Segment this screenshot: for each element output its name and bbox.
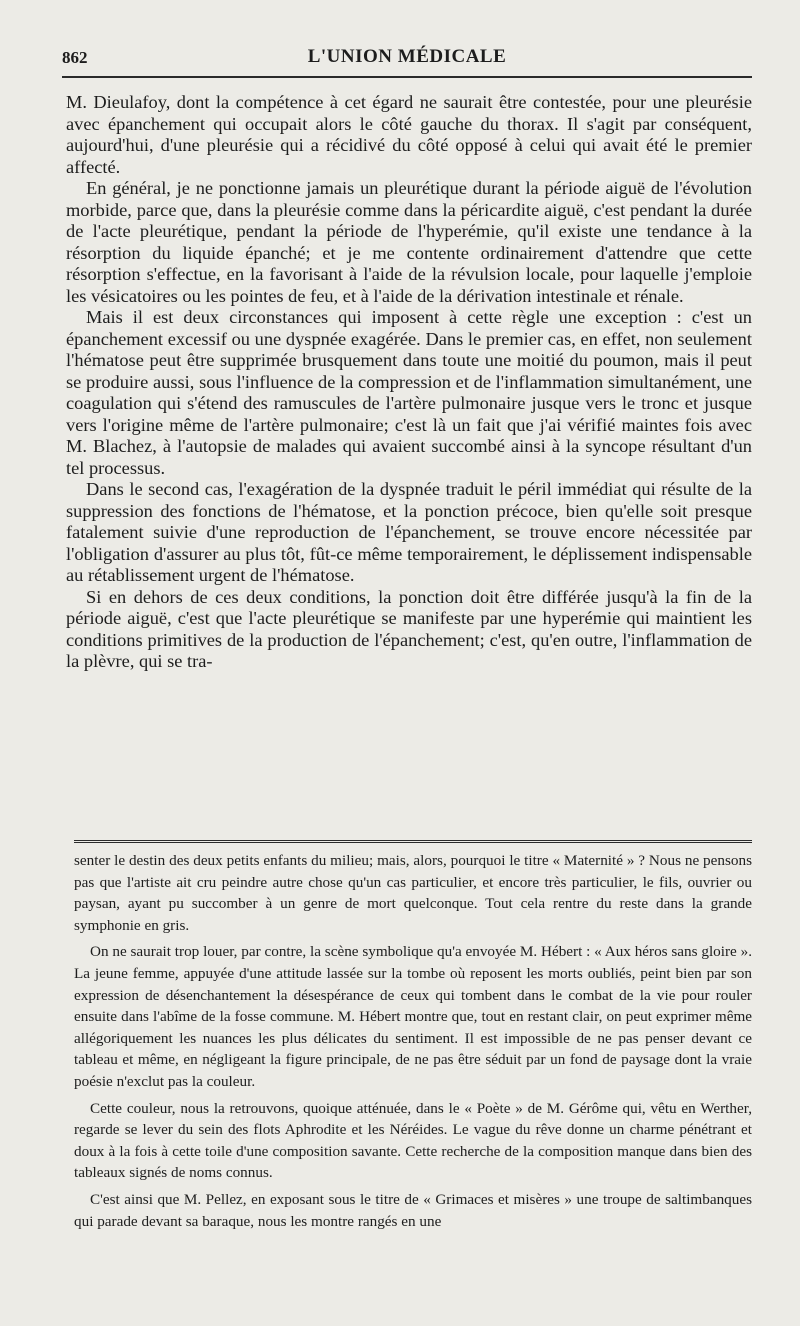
feuilleton-text [74, 850, 752, 1237]
header-rule [62, 76, 752, 78]
feuilleton-paragraph: C'est ainsi que M. Pellez, en exposant sous le titre de « Grimaces et misères » une troupe de saltimbanques qui parade devant sa baraque, nous les montre rangés en une [74, 1190, 752, 1230]
running-title: L'UNION MÉDICALE [307, 46, 507, 67]
main-text [66, 92, 752, 673]
main-paragraph: Si en dehors de ces deux conditions, la ponction doit être différée jusqu'à la fin de la période aiguë, c'est que l'acte pleurétique se manifeste par une hyperémie qui maintient les conditions primitives de la production de l'épanchement; c'est, qu'en outre, l'inflammation de la plèvre, qui se tra- [66, 586, 752, 671]
feuilleton-paragraph: Cette couleur, nous la retrouvons, quoique atténuée, dans le « Poète » de M. Gérôme qui, vêtu en Werther, regarde se lever du sein des flots Aphrodite et les Néréides. Le vague du rêve donne un charme pénétrant et doux à la fois à cette toile d'une composition savante. Cette recherche de la composition manque dans bien des tableaux signés de noms connus. [74, 1099, 752, 1182]
feuilleton-divider [74, 840, 752, 843]
main-paragraph: M. Dieulafoy, dont la compétence à cet égard ne saurait être contestée, pour une pleurésie avec épanchement qui occupait alors le côté gauche du thorax. Il s'agit par conséquent, aujourd'hui, d'une pleurésie qui a récidivé du côté opposé à celui qui avait été le premier affecté. [66, 92, 752, 177]
feuilleton-paragraph: On ne saurait trop louer, par contre, la scène symbolique qu'a envoyée M. Hébert : « Aux héros sans gloire ». La jeune femme, appuyée d'une attitude lassée sur la tombe où reposent les morts oubliés, peint bien par son expression de désenchantement la désespérance de ceux qui tombent dans le combat de la vie pour rouler ensuite dans l'abîme de la fosse commune. M. Hébert montre que, tout en restant clair, on peut exprimer même allégoriquement les nuances les plus délicates du sentiment. Il est impossible de ne pas penser devant ce tableau et même, en négligeant la figure principale, de ne pas être séduit par un fond de paysage dont la vraie poésie n'exclut pas la couleur. [74, 943, 752, 1090]
main-paragraph: Dans le second cas, l'exagération de la dyspnée traduit le péril immédiat qui résulte de la suppression des fonctions de l'hématose, et la ponction précoce, bien qu'elle soit presque fatalement suivie d'une reproduction de l'épanchement, se trouve encore nécessitée par l'obligation d'assurer au plus tôt, fût-ce même temporairement, le déplissement indispensable au rétablissement urgent de l'hématose. [66, 479, 752, 585]
page-header [62, 44, 752, 70]
main-paragraph: En général, je ne ponctionne jamais un pleurétique durant la période aiguë de l'évolution morbide, parce que, dans la pleurésie comme dans la péricardite aiguë, c'est pendant la durée de l'acte pleurétique, pendant la période de l'hyperémie, qu'il existe une tendance à la résorption du liquide épanché; et je me contente ordinairement d'attendre que cette résorption s'effectue, en la favorisant à l'aide de la révulsion locale, pour laquelle j'emploie les vésicatoires ou les pointes de feu, et à l'aide de la dérivation intestinale et rénale. [66, 178, 752, 306]
main-paragraph: Mais il est deux circonstances qui imposent à cette règle une exception : c'est un épanchement excessif ou une dyspnée exagérée. Dans le premier cas, en effet, non seulement l'hématose peut être supprimée brusquement dans toute une moitié du poumon, mais il peut se produire aussi, sous l'influence de la compression et de l'inflammation simultanément, une coagulation qui s'étend des ramuscules de l'artère pulmonaire jusque vers le tronc et jusque vers l'origine même de l'artère pulmonaire; c'est là un fait que j'ai vérifié maintes fois avec M. Blachez, à l'autopsie de malades qui avaient succombé ainsi à la syncope résultant d'un tel processus. [66, 307, 752, 478]
page-number: 862 [62, 48, 88, 67]
feuilleton-paragraph: senter le destin des deux petits enfants du milieu; mais, alors, pourquoi le titre « Maternité » ? Nous ne pensons pas que l'artiste ait cru peindre autre chose qu'un cas particulier, et encore très particulier, le fils, ouvrier ou paysan, ayant pu succomber à un genre de mort quelconque. Tout cela rentre du reste dans la grande symphonie en gris. [74, 852, 752, 934]
